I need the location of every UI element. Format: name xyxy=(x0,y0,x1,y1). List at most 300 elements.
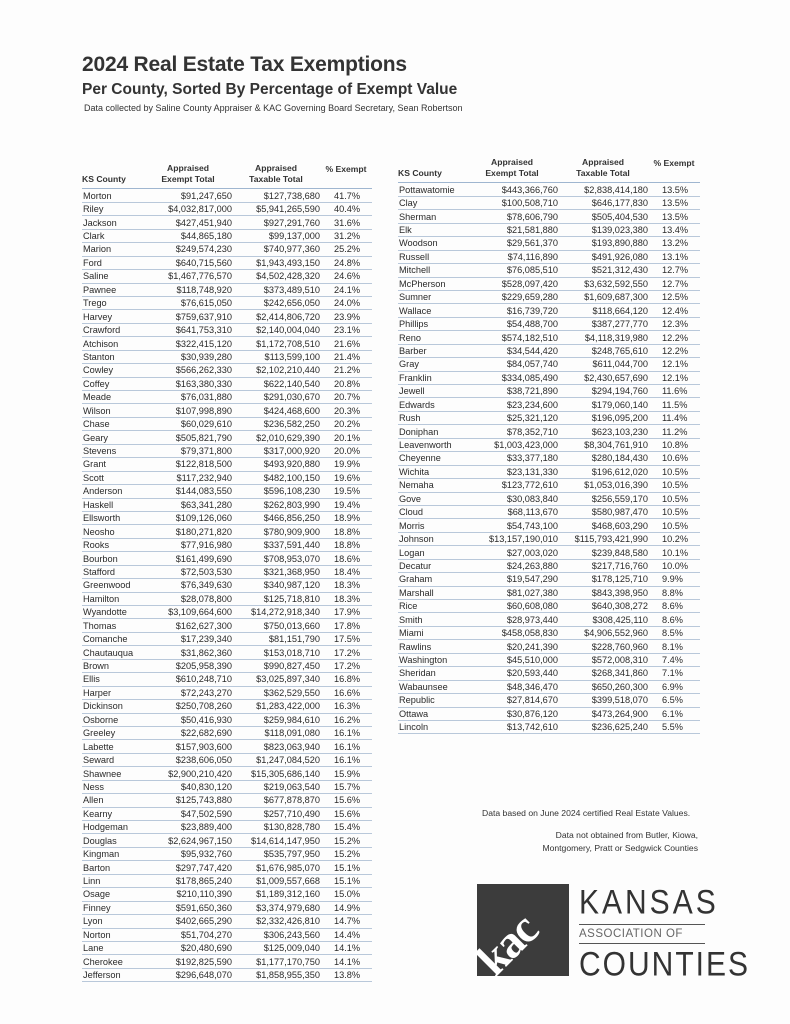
exempt-total: $161,499,690 xyxy=(144,552,232,565)
pct-exempt: 24.0% xyxy=(320,296,372,309)
county-name: Greenwood xyxy=(82,579,144,592)
exempt-total: $28,078,800 xyxy=(144,592,232,605)
taxable-total: $113,599,100 xyxy=(232,350,320,363)
pct-exempt: 10.5% xyxy=(648,465,700,478)
county-name: Jewell xyxy=(398,385,466,398)
exempt-total: $210,110,390 xyxy=(144,888,232,901)
exempt-total: $47,502,590 xyxy=(144,807,232,820)
pct-exempt: 15.1% xyxy=(320,874,372,887)
table-row xyxy=(82,861,372,874)
pct-exempt: 12.7% xyxy=(648,264,700,277)
taxable-total: $373,489,510 xyxy=(232,283,320,296)
kac-logo xyxy=(466,883,751,985)
table-body-right xyxy=(398,183,700,734)
exempt-total: $249,574,230 xyxy=(144,243,232,256)
pct-exempt: 15.7% xyxy=(320,780,372,793)
table-row xyxy=(82,941,372,954)
table-row xyxy=(398,720,700,733)
header-taxable-line2: Taxable Total xyxy=(576,167,630,178)
exempt-total: $54,488,700 xyxy=(466,317,558,330)
county-name: Republic xyxy=(398,694,466,707)
taxable-total: $257,710,490 xyxy=(232,807,320,820)
exempt-total: $443,366,760 xyxy=(466,183,558,196)
taxable-total: $521,312,430 xyxy=(558,264,648,277)
exempt-total: $30,876,120 xyxy=(466,707,558,720)
county-name: Wichita xyxy=(398,465,466,478)
taxable-total: $248,765,610 xyxy=(558,344,648,357)
table-row xyxy=(398,694,700,707)
exempt-total: $76,615,050 xyxy=(144,296,232,309)
table-row xyxy=(398,559,700,572)
taxable-total: $482,100,150 xyxy=(232,471,320,484)
exempt-total: $27,003,020 xyxy=(466,546,558,559)
county-name: Allen xyxy=(82,794,144,807)
pct-exempt: 7.1% xyxy=(648,667,700,680)
exempt-total: $29,561,370 xyxy=(466,237,558,250)
table-row xyxy=(398,304,700,317)
table-row xyxy=(398,331,700,344)
taxable-total: $1,858,955,350 xyxy=(232,968,320,981)
exempt-total: $16,739,720 xyxy=(466,304,558,317)
county-name: Norton xyxy=(82,928,144,941)
taxable-total: $99,137,000 xyxy=(232,229,320,242)
pct-exempt: 16.1% xyxy=(320,753,372,766)
table-row xyxy=(82,525,372,538)
taxable-total: $196,095,200 xyxy=(558,411,648,424)
header-county-label: KS County xyxy=(398,167,442,178)
header-exempt-total xyxy=(466,157,558,183)
table-header-row xyxy=(82,163,372,189)
county-name: Wabaunsee xyxy=(398,680,466,693)
table-row xyxy=(398,183,700,196)
pct-exempt: 8.6% xyxy=(648,613,700,626)
exempt-total: $20,241,390 xyxy=(466,640,558,653)
table-row xyxy=(82,283,372,296)
table-row xyxy=(398,519,700,532)
exempt-total: $2,624,967,150 xyxy=(144,834,232,847)
taxable-total: $14,272,918,340 xyxy=(232,606,320,619)
table-row xyxy=(398,586,700,599)
taxable-total: $650,260,300 xyxy=(558,680,648,693)
header-pct-label: % Exempt xyxy=(325,163,367,174)
pct-exempt: 18.3% xyxy=(320,579,372,592)
county-name: Cowley xyxy=(82,364,144,377)
exempt-total: $4,032,817,000 xyxy=(144,202,232,215)
taxable-total: $294,194,760 xyxy=(558,385,648,398)
exempt-total: $117,232,940 xyxy=(144,471,232,484)
pct-exempt: 20.1% xyxy=(320,431,372,444)
county-name: Hamilton xyxy=(82,592,144,605)
taxable-total: $5,941,265,590 xyxy=(232,202,320,215)
pct-exempt: 17.8% xyxy=(320,619,372,632)
exempt-total: $144,083,550 xyxy=(144,485,232,498)
table-row xyxy=(398,640,700,653)
pct-exempt: 20.7% xyxy=(320,391,372,404)
exempt-total: $427,451,940 xyxy=(144,216,232,229)
header-county xyxy=(398,157,466,183)
county-name: Dickinson xyxy=(82,700,144,713)
pct-exempt: 12.2% xyxy=(648,331,700,344)
county-name: Seward xyxy=(82,753,144,766)
county-name: Cheyenne xyxy=(398,452,466,465)
taxable-total: $321,368,950 xyxy=(232,565,320,578)
taxable-total: $236,625,240 xyxy=(558,720,648,733)
table-row xyxy=(82,417,372,430)
pct-exempt: 18.9% xyxy=(320,511,372,524)
taxable-total: $622,140,540 xyxy=(232,377,320,390)
taxable-total: $81,151,790 xyxy=(232,632,320,645)
table-row xyxy=(82,350,372,363)
taxable-total: $179,060,140 xyxy=(558,398,648,411)
taxable-total: $1,177,170,750 xyxy=(232,955,320,968)
exempt-total: $95,932,760 xyxy=(144,847,232,860)
table-row xyxy=(398,667,700,680)
pct-exempt: 40.4% xyxy=(320,202,372,215)
logo-word-counties: COUNTIES xyxy=(579,945,751,984)
pct-exempt: 19.9% xyxy=(320,458,372,471)
pct-exempt: 9.9% xyxy=(648,573,700,586)
county-name: Labette xyxy=(82,740,144,753)
county-name: Meade xyxy=(82,391,144,404)
county-name: Neosho xyxy=(82,525,144,538)
exempt-total: $72,243,270 xyxy=(144,686,232,699)
exempt-total: $23,234,600 xyxy=(466,398,558,411)
taxable-total: $262,803,990 xyxy=(232,498,320,511)
exempt-total: $192,825,590 xyxy=(144,955,232,968)
taxable-total: $193,890,880 xyxy=(558,237,648,250)
table-body-left xyxy=(82,189,372,982)
exempt-total: $60,608,080 xyxy=(466,600,558,613)
county-name: McPherson xyxy=(398,277,466,290)
county-name: Logan xyxy=(398,546,466,559)
taxable-total: $118,091,080 xyxy=(232,726,320,739)
table-row xyxy=(82,579,372,592)
table-row xyxy=(398,358,700,371)
county-name: Marion xyxy=(82,243,144,256)
taxable-total: $337,591,440 xyxy=(232,538,320,551)
taxable-total: $139,023,380 xyxy=(558,223,648,236)
pct-exempt: 25.2% xyxy=(320,243,372,256)
table-row xyxy=(82,364,372,377)
table-row xyxy=(82,740,372,753)
table-row xyxy=(82,915,372,928)
taxable-total: $1,283,422,000 xyxy=(232,700,320,713)
table-row xyxy=(398,546,700,559)
county-name: Stevens xyxy=(82,444,144,457)
table-row xyxy=(82,874,372,887)
county-name: Miami xyxy=(398,626,466,639)
taxable-total: $259,984,610 xyxy=(232,713,320,726)
taxable-total: $1,053,016,390 xyxy=(558,479,648,492)
table-row xyxy=(82,471,372,484)
exempt-total: $641,753,310 xyxy=(144,323,232,336)
taxable-total: $1,172,708,510 xyxy=(232,337,320,350)
county-name: Marshall xyxy=(398,586,466,599)
exempt-total: $34,544,420 xyxy=(466,344,558,357)
pct-exempt: 7.4% xyxy=(648,653,700,666)
table-row xyxy=(398,680,700,693)
taxable-total: $1,009,557,668 xyxy=(232,874,320,887)
exempt-total: $76,085,510 xyxy=(466,264,558,277)
exempt-total: $157,903,600 xyxy=(144,740,232,753)
page-title: 2024 Real Estate Tax Exemptions xyxy=(82,53,407,76)
county-name: Elk xyxy=(398,223,466,236)
table-header-row xyxy=(398,157,700,183)
logo-word-association: ASSOCIATION OF xyxy=(579,928,683,940)
county-name: Pottawatomie xyxy=(398,183,466,196)
table-row xyxy=(82,323,372,336)
taxable-total: $2,010,629,390 xyxy=(232,431,320,444)
pct-exempt: 18.6% xyxy=(320,552,372,565)
exempt-total: $107,998,890 xyxy=(144,404,232,417)
pct-exempt: 24.6% xyxy=(320,270,372,283)
table-row xyxy=(82,753,372,766)
county-name: Bourbon xyxy=(82,552,144,565)
pct-exempt: 8.5% xyxy=(648,626,700,639)
taxable-total: $127,738,680 xyxy=(232,189,320,202)
pct-exempt: 18.8% xyxy=(320,538,372,551)
pct-exempt: 20.0% xyxy=(320,444,372,457)
table-row xyxy=(398,465,700,478)
taxable-total: $572,008,310 xyxy=(558,653,648,666)
table-row xyxy=(82,552,372,565)
taxable-total: $2,838,414,180 xyxy=(558,183,648,196)
table-row xyxy=(398,196,700,209)
exempt-total: $205,958,390 xyxy=(144,659,232,672)
table-row xyxy=(82,189,372,202)
taxable-total: $750,013,660 xyxy=(232,619,320,632)
table-row xyxy=(82,296,372,309)
kac-mark-text: kac xyxy=(466,904,547,985)
county-name: Russell xyxy=(398,250,466,263)
county-name: Jackson xyxy=(82,216,144,229)
pct-exempt: 18.3% xyxy=(320,592,372,605)
taxable-total: $217,716,760 xyxy=(558,559,648,572)
county-name: Gray xyxy=(398,358,466,371)
pct-exempt: 13.4% xyxy=(648,223,700,236)
taxable-total: $466,856,250 xyxy=(232,511,320,524)
taxable-total: $317,000,920 xyxy=(232,444,320,457)
table-row xyxy=(82,229,372,242)
table-row xyxy=(82,632,372,645)
county-name: Reno xyxy=(398,331,466,344)
table-row xyxy=(398,707,700,720)
table-row xyxy=(398,344,700,357)
table-row xyxy=(82,968,372,981)
pct-exempt: 17.9% xyxy=(320,606,372,619)
table-row xyxy=(398,411,700,424)
table-row xyxy=(398,290,700,303)
county-name: Barber xyxy=(398,344,466,357)
county-name: Graham xyxy=(398,573,466,586)
exempt-total: $20,480,690 xyxy=(144,941,232,954)
taxable-total: $15,305,686,140 xyxy=(232,767,320,780)
taxable-total: $219,063,540 xyxy=(232,780,320,793)
pct-exempt: 15.9% xyxy=(320,767,372,780)
exempt-total: $23,131,330 xyxy=(466,465,558,478)
taxable-total: $1,247,084,520 xyxy=(232,753,320,766)
county-name: Wilson xyxy=(82,404,144,417)
county-name: Harvey xyxy=(82,310,144,323)
county-name: Edwards xyxy=(398,398,466,411)
taxable-total: $4,502,428,320 xyxy=(232,270,320,283)
exempt-total: $163,380,330 xyxy=(144,377,232,390)
county-name: Leavenworth xyxy=(398,438,466,451)
taxable-total: $387,277,770 xyxy=(558,317,648,330)
table-row xyxy=(398,223,700,236)
table-row xyxy=(82,847,372,860)
exempt-total: $84,057,740 xyxy=(466,358,558,371)
pct-exempt: 16.1% xyxy=(320,740,372,753)
county-name: Thomas xyxy=(82,619,144,632)
pct-exempt: 6.1% xyxy=(648,707,700,720)
table-row xyxy=(82,646,372,659)
exempt-total: $238,606,050 xyxy=(144,753,232,766)
taxable-total: $8,304,761,910 xyxy=(558,438,648,451)
county-name: Nemaha xyxy=(398,479,466,492)
pct-exempt: 8.1% xyxy=(648,640,700,653)
county-name: Stafford xyxy=(82,565,144,578)
excluded-counties-note xyxy=(458,829,698,856)
county-name: Decatur xyxy=(398,559,466,572)
taxable-total: $1,943,493,150 xyxy=(232,256,320,269)
exempt-total: $178,865,240 xyxy=(144,874,232,887)
table-row xyxy=(82,794,372,807)
pct-exempt: 15.1% xyxy=(320,861,372,874)
header-taxable-total xyxy=(558,157,648,183)
pct-exempt: 31.6% xyxy=(320,216,372,229)
exempt-total: $24,263,880 xyxy=(466,559,558,572)
county-name: Pawnee xyxy=(82,283,144,296)
pct-exempt: 8.6% xyxy=(648,600,700,613)
exempt-total: $1,467,776,570 xyxy=(144,270,232,283)
table-row xyxy=(82,888,372,901)
county-name: Gove xyxy=(398,492,466,505)
exempt-total: $28,973,440 xyxy=(466,613,558,626)
county-name: Grant xyxy=(82,458,144,471)
county-name: Greeley xyxy=(82,726,144,739)
county-name: Johnson xyxy=(398,532,466,545)
header-pct-exempt xyxy=(320,163,372,189)
taxable-total: $780,909,900 xyxy=(232,525,320,538)
exempt-total: $23,889,400 xyxy=(144,821,232,834)
exempt-total: $78,606,790 xyxy=(466,210,558,223)
table-row xyxy=(398,317,700,330)
exempt-total: $33,377,180 xyxy=(466,452,558,465)
header-exempt-line2: Exempt Total xyxy=(161,173,215,184)
pct-exempt: 16.8% xyxy=(320,673,372,686)
taxable-total: $1,609,687,300 xyxy=(558,290,648,303)
taxable-total: $306,243,560 xyxy=(232,928,320,941)
data-credit: Data collected by Saline County Appraiser & KAC Governing Board Secretary, Sean Robertson xyxy=(84,103,463,113)
kac-logo-mark xyxy=(466,884,569,985)
exempt-total: $79,371,800 xyxy=(144,444,232,457)
table-row xyxy=(82,404,372,417)
table-row xyxy=(82,202,372,215)
pct-exempt: 5.5% xyxy=(648,720,700,733)
pct-exempt: 16.3% xyxy=(320,700,372,713)
table-row xyxy=(82,713,372,726)
county-name: Douglas xyxy=(82,834,144,847)
table-row xyxy=(82,377,372,390)
taxable-total: $125,009,040 xyxy=(232,941,320,954)
pct-exempt: 18.4% xyxy=(320,565,372,578)
county-name: Doniphan xyxy=(398,425,466,438)
pct-exempt: 15.2% xyxy=(320,847,372,860)
pct-exempt: 14.9% xyxy=(320,901,372,914)
exempt-total: $19,547,290 xyxy=(466,573,558,586)
county-name: Atchison xyxy=(82,337,144,350)
county-name: Mitchell xyxy=(398,264,466,277)
exempt-total: $17,239,340 xyxy=(144,632,232,645)
county-name: Wallace xyxy=(398,304,466,317)
exempt-total: $402,665,290 xyxy=(144,915,232,928)
pct-exempt: 19.6% xyxy=(320,471,372,484)
county-name: Lincoln xyxy=(398,720,466,733)
table-row xyxy=(82,216,372,229)
header-county xyxy=(82,163,144,189)
taxable-total: $3,374,979,680 xyxy=(232,901,320,914)
pct-exempt: 19.5% xyxy=(320,485,372,498)
county-name: Riley xyxy=(82,202,144,215)
exempt-total: $63,341,280 xyxy=(144,498,232,511)
exempt-total: $21,581,880 xyxy=(466,223,558,236)
pct-exempt: 17.2% xyxy=(320,646,372,659)
pct-exempt: 16.1% xyxy=(320,726,372,739)
excluded-note-line1: Data not obtained from Butler, Kiowa, xyxy=(555,830,698,840)
table-row xyxy=(82,807,372,820)
county-name: Rawlins xyxy=(398,640,466,653)
table-row xyxy=(398,573,700,586)
table-row xyxy=(398,264,700,277)
pct-exempt: 12.1% xyxy=(648,358,700,371)
exempt-total: $77,916,980 xyxy=(144,538,232,551)
pct-exempt: 21.4% xyxy=(320,350,372,363)
pct-exempt: 10.5% xyxy=(648,519,700,532)
header-exempt-line1: Appraised xyxy=(490,157,534,167)
taxable-total: $268,341,860 xyxy=(558,667,648,680)
header-exempt-line2: Exempt Total xyxy=(485,167,539,178)
exempt-total: $574,182,510 xyxy=(466,331,558,344)
taxable-total: $256,559,170 xyxy=(558,492,648,505)
exempt-total: $334,085,490 xyxy=(466,371,558,384)
exempt-total: $640,715,560 xyxy=(144,256,232,269)
exempt-total: $3,109,664,600 xyxy=(144,606,232,619)
exempt-total: $91,247,650 xyxy=(144,189,232,202)
county-name: Osborne xyxy=(82,713,144,726)
pct-exempt: 17.5% xyxy=(320,632,372,645)
table-row xyxy=(82,592,372,605)
taxable-total: $990,827,450 xyxy=(232,659,320,672)
table-row xyxy=(82,270,372,283)
header-taxable-line2: Taxable Total xyxy=(249,173,303,184)
taxable-total: $3,632,592,550 xyxy=(558,277,648,290)
table-row xyxy=(82,337,372,350)
taxable-total: $505,404,530 xyxy=(558,210,648,223)
exempt-total: $1,003,423,000 xyxy=(466,438,558,451)
county-name: Chase xyxy=(82,417,144,430)
county-name: Comanche xyxy=(82,632,144,645)
table-row xyxy=(82,928,372,941)
table-row xyxy=(398,438,700,451)
exempt-total: $74,116,890 xyxy=(466,250,558,263)
table-row xyxy=(398,626,700,639)
taxable-total: $2,102,210,440 xyxy=(232,364,320,377)
pct-exempt: 19.4% xyxy=(320,498,372,511)
taxable-total: $1,189,312,160 xyxy=(232,888,320,901)
county-name: Morris xyxy=(398,519,466,532)
table-row xyxy=(82,606,372,619)
